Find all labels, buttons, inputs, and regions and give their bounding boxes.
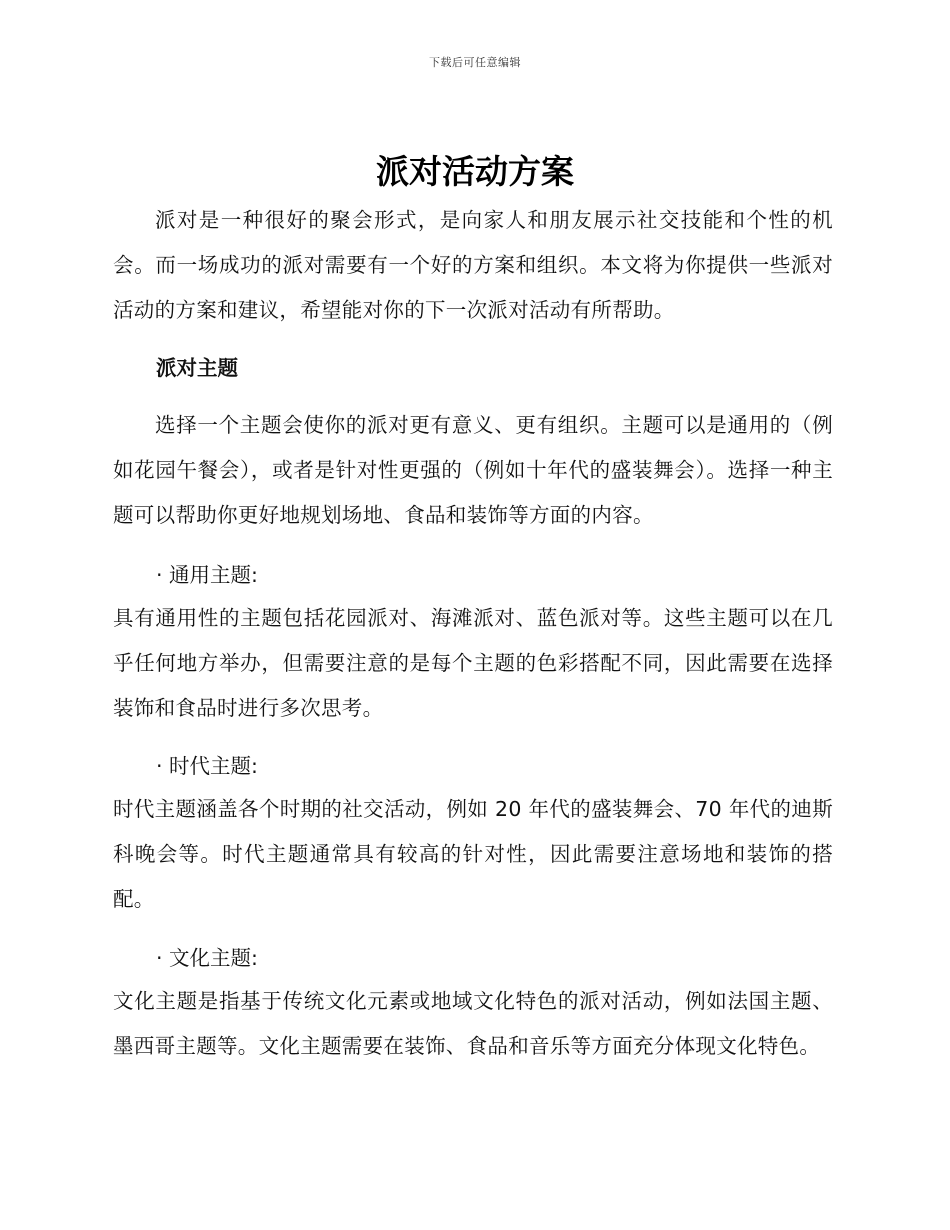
bullet-heading-era-theme: · 时代主题: [156, 754, 258, 778]
bullet-text-general-theme: 具有通用性的主题包括花园派对、海滩派对、蓝色派对等。这些主题可以在几乎任何地方举办，但需要注意的是每个主题的色彩搭配不同，因此需要在选择装饰和食品时进行多次思考。 [113, 606, 833, 720]
bullet-text-culture-theme: 文化主题是指基于传统文化元素或地域文化特色的派对活动，例如法国主题、墨西哥主题等。文化主题需要在装饰、食品和音乐等方面充分体现文化特色。 [113, 989, 833, 1058]
intro-paragraph: 派对是一种很好的聚会形式，是向家人和朋友展示社交技能和个性的机会。而一场成功的派对需要有一个好的方案和组织。本文将为你提供一些派对活动的方案和建议，希望能对你的下一次派对活动有所帮助。 [113, 208, 833, 322]
bullet-text-era-theme: 时代主题涵盖各个时期的社交活动，例如 20 年代的盛装舞会、70 年代的迪斯科晚会等。时代主题通常具有较高的针对性，因此需要注意场地和装饰的搭配。 [113, 797, 833, 911]
bullet-heading-general-theme: · 通用主题: [156, 563, 258, 587]
document-title: 派对活动方案 [376, 152, 574, 191]
section-heading-party-theme: 派对主题 [156, 356, 238, 380]
section-paragraph-party-theme: 选择一个主题会使你的派对更有意义、更有组织。主题可以是通用的（例如花园午餐会），或者是针对性更强的（例如十年代的盛装舞会）。选择一种主题可以帮助你更好地规划场地、食品和装饰等方面的内容。 [113, 413, 833, 527]
header-note: 下载后可任意编辑 [429, 56, 521, 69]
bullet-heading-culture-theme: · 文化主题: [156, 946, 258, 970]
